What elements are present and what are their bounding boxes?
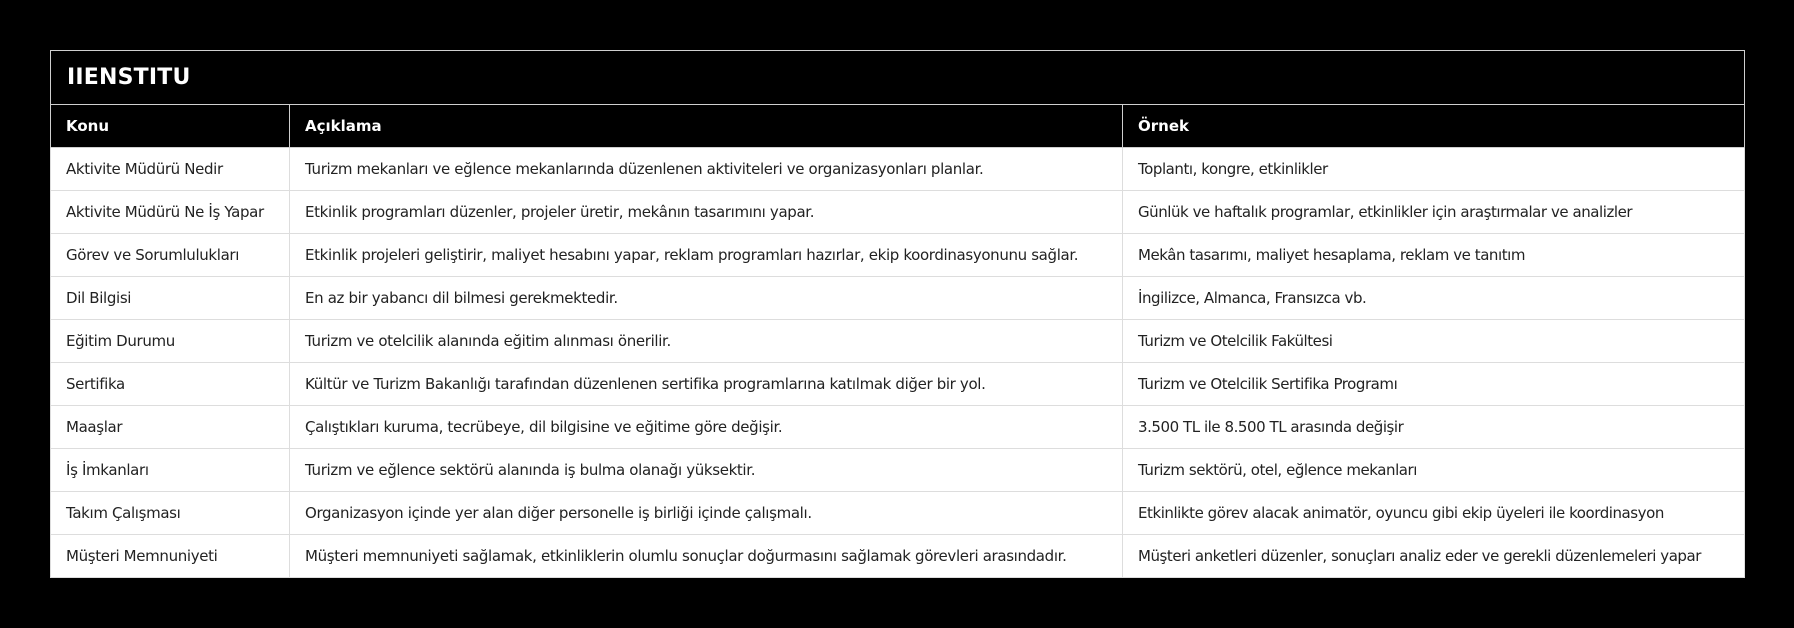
cell-ornek: 3.500 TL ile 8.500 TL arasında değişir (1123, 406, 1745, 449)
cell-ornek: İngilizce, Almanca, Fransızca vb. (1123, 277, 1745, 320)
column-header-ornek: Örnek (1123, 105, 1745, 148)
cell-ornek: Mekân tasarımı, maliyet hesaplama, reklam ve tanıtım (1123, 234, 1745, 277)
cell-aciklama: Kültür ve Turizm Bakanlığı tarafından düzenlenen sertifika programlarına katılmak diğer bir yol. (290, 363, 1123, 406)
table-row (51, 234, 1745, 277)
table-row (51, 320, 1745, 363)
cell-aciklama: Etkinlik projeleri geliştirir, maliyet hesabını yapar, reklam programları hazırlar, ekip koordinasyonunu sağlar. (290, 234, 1123, 277)
cell-konu: Maaşlar (51, 406, 290, 449)
cell-aciklama: Müşteri memnuniyeti sağlamak, etkinliklerin olumlu sonuçlar doğurmasını sağlamak görevleri arasındadır. (290, 535, 1123, 578)
table-row (51, 148, 1745, 191)
cell-ornek: Günlük ve haftalık programlar, etkinlikler için araştırmalar ve analizler (1123, 191, 1745, 234)
cell-konu: Sertifika (51, 363, 290, 406)
cell-ornek: Turizm sektörü, otel, eğlence mekanları (1123, 449, 1745, 492)
table-title: IIENSTITU (51, 51, 1745, 105)
cell-aciklama: En az bir yabancı dil bilmesi gerekmektedir. (290, 277, 1123, 320)
cell-konu: Aktivite Müdürü Ne İş Yapar (51, 191, 290, 234)
cell-aciklama: Turizm mekanları ve eğlence mekanlarında düzenlenen aktiviteleri ve organizasyonları planlar. (290, 148, 1123, 191)
cell-aciklama: Turizm ve eğlence sektörü alanında iş bulma olanağı yüksektir. (290, 449, 1123, 492)
table-row (51, 406, 1745, 449)
cell-aciklama: Etkinlik programları düzenler, projeler üretir, mekânın tasarımını yapar. (290, 191, 1123, 234)
table-row (51, 363, 1745, 406)
table-row (51, 449, 1745, 492)
cell-ornek: Müşteri anketleri düzenler, sonuçları analiz eder ve gerekli düzenlemeleri yapar (1123, 535, 1745, 578)
table-row (51, 535, 1745, 578)
cell-konu: Müşteri Memnuniyeti (51, 535, 290, 578)
cell-aciklama: Turizm ve otelcilik alanında eğitim alınması önerilir. (290, 320, 1123, 363)
table-row (51, 191, 1745, 234)
cell-aciklama: Çalıştıkları kuruma, tecrübeye, dil bilgisine ve eğitime göre değişir. (290, 406, 1123, 449)
cell-ornek: Turizm ve Otelcilik Fakültesi (1123, 320, 1745, 363)
cell-konu: Görev ve Sorumlulukları (51, 234, 290, 277)
header-row (51, 105, 1745, 148)
info-table (50, 50, 1745, 578)
column-header-aciklama: Açıklama (290, 105, 1123, 148)
cell-ornek: Etkinlikte görev alacak animatör, oyuncu gibi ekip üyeleri ile koordinasyon (1123, 492, 1745, 535)
cell-ornek: Turizm ve Otelcilik Sertifika Programı (1123, 363, 1745, 406)
cell-aciklama: Organizasyon içinde yer alan diğer personelle iş birliği içinde çalışmalı. (290, 492, 1123, 535)
cell-konu: İş İmkanları (51, 449, 290, 492)
table-body (51, 148, 1745, 578)
title-row (51, 51, 1745, 105)
cell-ornek: Toplantı, kongre, etkinlikler (1123, 148, 1745, 191)
table-container (50, 50, 1744, 578)
table-row (51, 277, 1745, 320)
cell-konu: Dil Bilgisi (51, 277, 290, 320)
column-header-konu: Konu (51, 105, 290, 148)
cell-konu: Eğitim Durumu (51, 320, 290, 363)
cell-konu: Takım Çalışması (51, 492, 290, 535)
table-row (51, 492, 1745, 535)
cell-konu: Aktivite Müdürü Nedir (51, 148, 290, 191)
